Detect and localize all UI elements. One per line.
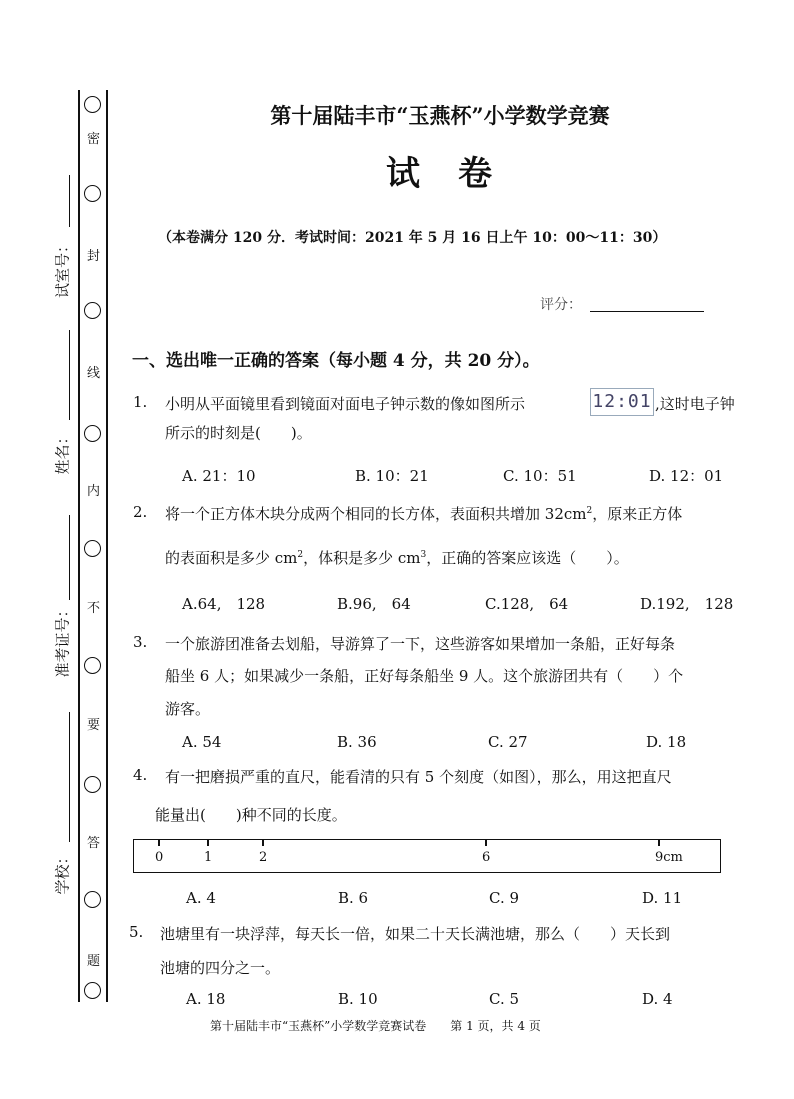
option-a[interactable]: A. 4: [186, 889, 216, 907]
option-d[interactable]: D.192, 128: [640, 595, 734, 613]
question-text: [165, 547, 629, 568]
option-c[interactable]: C. 5: [489, 990, 520, 1008]
question-text: 小明从平面镜里看到镜面对面电子钟示数的像如图所示: [165, 395, 526, 413]
superscript: 2: [297, 550, 304, 560]
option-c[interactable]: C. 10：51: [503, 467, 577, 485]
superscript: 2: [586, 506, 593, 516]
question-number: 2.: [133, 503, 148, 521]
question-text-part: ，正确的答案应该选（ ）。: [426, 549, 629, 567]
school-field-line[interactable]: [69, 712, 70, 842]
margin-line-right: [106, 90, 108, 1002]
seal-char: 内: [87, 484, 101, 499]
option-c[interactable]: C.128, 64: [485, 595, 569, 613]
option-a[interactable]: A. 21：10: [182, 467, 256, 485]
superscript: 3: [420, 550, 427, 560]
section-heading: 一、选出唯一正确的答案（每小题 4 分，共 20 分）。: [132, 351, 540, 371]
question-number: 4.: [133, 766, 148, 784]
seal-char: 要: [87, 718, 101, 733]
question-text: 池塘里有一块浮萍，每天长一倍，如果二十天长满池塘，那么（ ）天长到: [160, 925, 671, 943]
ticket-field-line[interactable]: [69, 515, 70, 600]
ruler-label: 1: [204, 850, 213, 865]
ruler-label: 2: [259, 850, 268, 865]
question-number: 5.: [129, 923, 144, 941]
option-a[interactable]: A. 54: [182, 733, 222, 751]
ruler-label: 0: [155, 850, 164, 865]
option-b[interactable]: B. 10: [338, 990, 378, 1008]
question-text: 游客。: [165, 700, 211, 718]
page-footer: 第十届陆丰市“玉燕杯”小学数学竞赛试卷 第 1 页，共 4 页: [210, 1019, 541, 1033]
question-text-part: ，体积是多少 cm: [303, 549, 421, 567]
question-number: 1.: [133, 393, 148, 411]
binding-hole-circle: [84, 657, 101, 674]
school-label: 学校：: [53, 849, 72, 895]
option-b[interactable]: B. 36: [337, 733, 377, 751]
seal-char: 答: [87, 836, 101, 851]
question-text: 船坐 6 人；如果减少一条船，正好每条船坐 9 人。这个旅游团共有（ ）个: [165, 667, 684, 685]
option-d[interactable]: D. 18: [646, 733, 687, 751]
ruler-label: 9cm: [655, 850, 683, 865]
score-field-line[interactable]: [590, 311, 704, 312]
ruler-label: 6: [482, 850, 491, 865]
option-a[interactable]: A. 18: [186, 990, 226, 1008]
ruler-tick: [658, 839, 660, 846]
question-number: 3.: [133, 633, 148, 651]
ruler-figure: [133, 839, 721, 873]
question-text-part: ，原来正方体: [592, 505, 683, 523]
name-field-line[interactable]: [69, 330, 70, 420]
question-text: 有一把磨损严重的直尺，能看清的只有 5 个刻度（如图），那么，用这把直尺: [165, 768, 672, 786]
option-d[interactable]: D. 4: [642, 990, 673, 1008]
seal-char: 封: [87, 249, 101, 264]
score-label: 评分：: [540, 297, 582, 313]
binding-hole-circle: [84, 302, 101, 319]
binding-hole-circle: [84, 425, 101, 442]
ruler-tick: [158, 839, 160, 846]
room-field-line[interactable]: [69, 175, 70, 227]
binding-hole-circle: [84, 96, 101, 113]
question-text: 所示的时刻是( )。: [165, 424, 312, 442]
option-b[interactable]: B. 6: [338, 889, 369, 907]
exam-subtitle: 试 卷: [386, 154, 494, 194]
margin-line-left: [78, 90, 80, 1002]
binding-hole-circle: [84, 185, 101, 202]
option-b[interactable]: B. 10：21: [355, 467, 429, 485]
ruler-tick: [262, 839, 264, 846]
ruler-tick: [485, 839, 487, 846]
question-text: 一个旅游团准备去划船，导游算了一下，这些游客如果增加一条船，正好每条: [165, 635, 676, 653]
ticket-label: 准考证号：: [53, 602, 72, 678]
seal-char: 题: [87, 954, 101, 969]
question-text-part: 将一个正方体木块分成两个相同的长方体，表面积共增加 32cm: [165, 505, 587, 523]
question-text: 池塘的四分之一。: [160, 959, 281, 977]
binding-hole-circle: [84, 891, 101, 908]
option-a[interactable]: A.64, 128: [182, 595, 266, 613]
option-d[interactable]: D. 11: [642, 889, 683, 907]
option-d[interactable]: D. 12：01: [649, 467, 724, 485]
binding-hole-circle: [84, 540, 101, 557]
option-c[interactable]: C. 27: [488, 733, 528, 751]
option-b[interactable]: B.96, 64: [337, 595, 411, 613]
question-text: 能量出( )种不同的长度。: [155, 806, 347, 824]
seal-char: 密: [87, 132, 101, 147]
question-text-part: 的表面积是多少 cm: [165, 549, 298, 567]
question-text: [165, 503, 682, 524]
exam-info: （本卷满分 120 分．考试时间：2021 年 5 月 16 日上午 10：00～11：30）: [158, 230, 667, 246]
seal-char: 线: [87, 366, 101, 381]
seal-char: 不: [87, 601, 101, 616]
name-label: 姓名：: [53, 429, 72, 475]
exam-title: 第十届陆丰市“玉燕杯”小学数学竞赛: [270, 103, 610, 128]
question-text: ,这时电子钟: [655, 395, 735, 413]
mirror-clock-figure: 12:01: [590, 388, 654, 416]
ruler-tick: [207, 839, 209, 846]
binding-hole-circle: [84, 776, 101, 793]
option-c[interactable]: C. 9: [489, 889, 520, 907]
binding-hole-circle: [84, 982, 101, 999]
room-label: 试室号：: [53, 237, 72, 299]
